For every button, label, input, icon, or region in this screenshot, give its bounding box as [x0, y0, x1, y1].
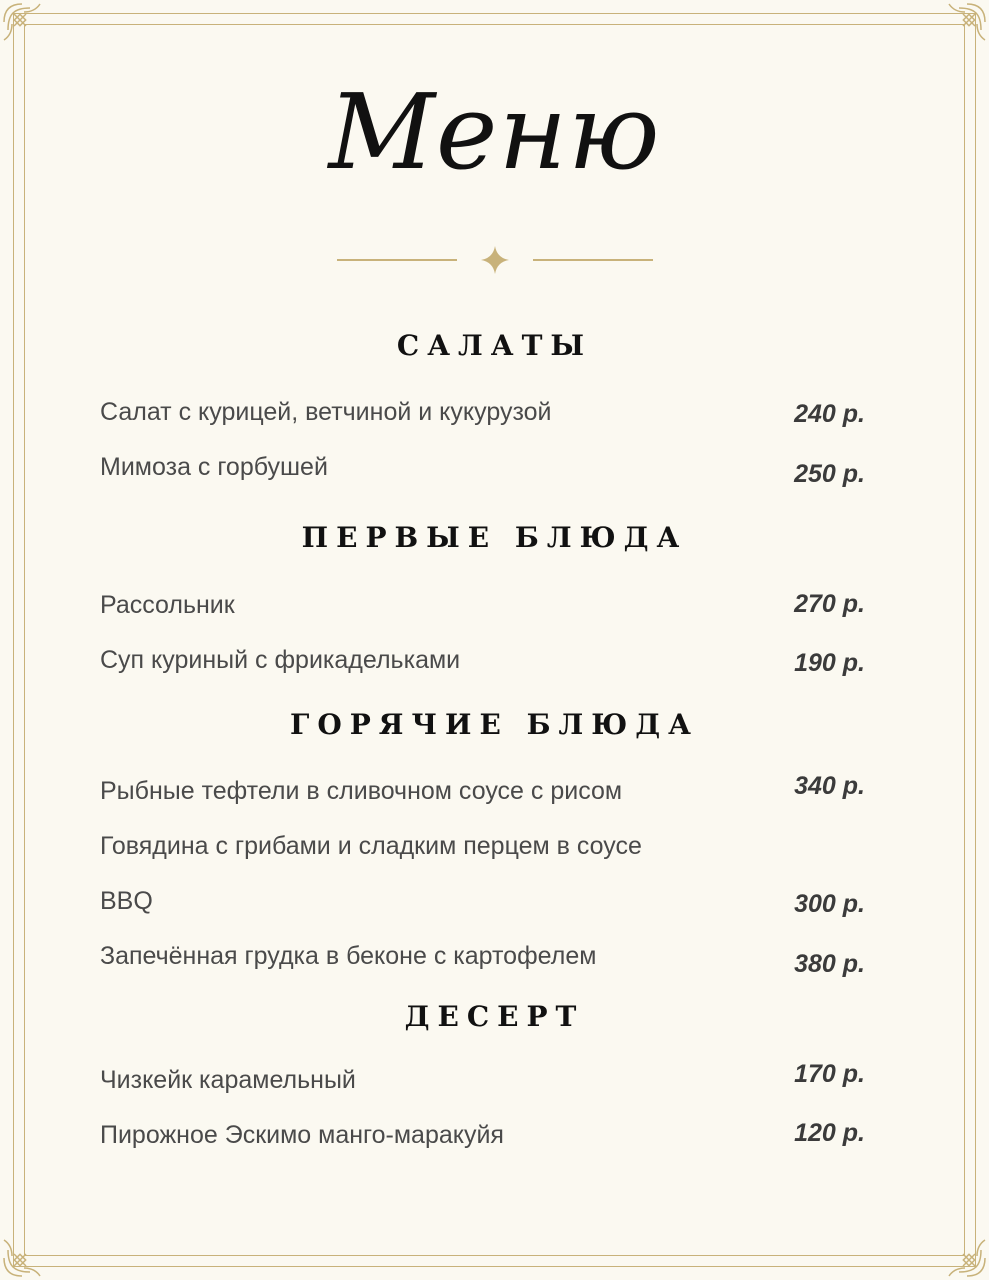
star-icon [481, 246, 509, 274]
menu-item-price: 190 р. [794, 649, 865, 677]
menu-item-price: 120 р. [794, 1119, 865, 1147]
section-heading-hot-dishes: ГОРЯЧИЕ БЛЮДА [289, 708, 699, 741]
menu-item-price: 340 р. [794, 772, 865, 800]
menu-item-name: Рыбные тефтели в сливочном соусе с рисом [100, 777, 623, 805]
menu-item-price: 240 р. [794, 400, 865, 428]
menu-item-name: Говядина с грибами и сладким перцем в соусе [100, 832, 642, 860]
menu-item-price: 170 р. [794, 1060, 865, 1088]
corner-ornament-icon [0, 0, 58, 58]
menu-item-name: Мимоза с горбушей [100, 453, 328, 481]
menu-item-name: Пирожное Эскимо манго-маракуйя [100, 1121, 504, 1149]
menu-item-price: 250 р. [794, 460, 865, 488]
menu-item-name: Запечённая грудка в беконе с картофелем [100, 942, 597, 970]
menu-item-name: Салат с курицей, ветчиной и кукурузой [100, 398, 552, 426]
corner-ornament-icon [0, 1222, 58, 1280]
menu-item-price: 300 р. [794, 890, 865, 918]
section-heading-first-courses: ПЕРВЫЕ БЛЮДА [301, 521, 688, 554]
menu-item-price: 270 р. [794, 590, 865, 618]
menu-item-name-continued: BBQ [100, 887, 153, 915]
corner-ornament-icon [931, 1222, 989, 1280]
menu-item-name: Рассольник [100, 591, 235, 619]
menu-item-name: Чизкейк карамельный [100, 1066, 356, 1094]
section-heading-salads: САЛАТЫ [396, 329, 593, 362]
title-divider [337, 246, 653, 274]
menu-title: Меню [328, 71, 661, 193]
menu-item-name: Суп куриный с фрикадельками [100, 646, 461, 674]
section-heading-dessert: ДЕСЕРТ [404, 1000, 585, 1033]
corner-ornament-icon [931, 0, 989, 58]
menu-item-price: 380 р. [794, 950, 865, 978]
